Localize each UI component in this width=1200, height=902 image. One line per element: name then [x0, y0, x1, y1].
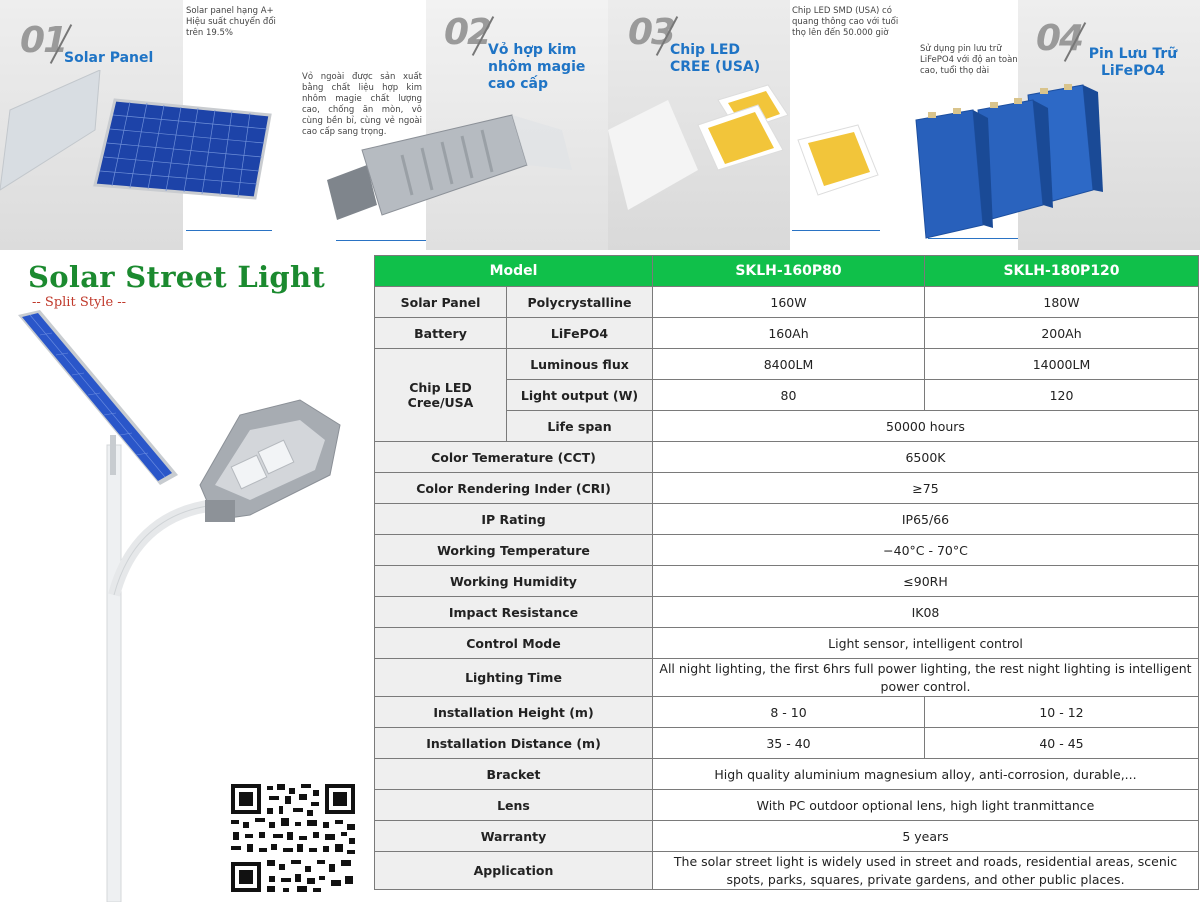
cell-value: 5 years [653, 821, 1199, 852]
cell-value: 8400LM [653, 349, 925, 380]
battery-image [908, 80, 1128, 240]
row-sublabel: Light output (W) [507, 380, 653, 411]
cell-value: With PC outdoor optional lens, high light tranmittance [653, 790, 1199, 821]
row-label: Installation Height (m) [375, 697, 653, 728]
cell-value: 160Ah [653, 318, 925, 349]
feature-title: Pin Lưu Trữ LiFePO4 [1088, 46, 1178, 79]
row-label: Control Mode [375, 628, 653, 659]
solar-panel-image [0, 70, 300, 250]
cell-value: 8 - 10 [653, 697, 925, 728]
row-label: Warranty [375, 821, 653, 852]
row-label: Color Temerature (CCT) [375, 442, 653, 473]
feature-description: Vỏ ngoài được sản xuất bằng chất liệu hợp kim nhôm magie chất lượng cao, chống ăn mòn, vô cùng bền bỉ, cùng vẻ ngoài cao cấp sang trọng. [302, 72, 422, 137]
row-label: Battery [375, 318, 507, 349]
row-sublabel: LiFePO4 [507, 318, 653, 349]
feature-title: Chip LED CREE (USA) [670, 42, 761, 75]
header-model-1: SKLH-160P80 [653, 256, 925, 287]
feature-description: Solar panel hạng A+ Hiệu suất chuyển đổi trên 19.5% [186, 6, 276, 38]
row-label: Installation Distance (m) [375, 728, 653, 759]
row-sublabel: Life span [507, 411, 653, 442]
table-row [375, 852, 1199, 890]
cell-value: 40 - 45 [925, 728, 1199, 759]
table-row [375, 535, 1199, 566]
table-row [375, 759, 1199, 790]
cell-value: Light sensor, intelligent control [653, 628, 1199, 659]
feature-panel-led [608, 0, 908, 250]
table-row [375, 442, 1199, 473]
table-row [375, 790, 1199, 821]
feature-banner [0, 0, 1200, 250]
row-label: Color Rendering Inder (CRI) [375, 473, 653, 504]
cell-value: 180W [925, 287, 1199, 318]
table-row [375, 473, 1199, 504]
header-model: Model [375, 256, 653, 287]
row-label: Working Humidity [375, 566, 653, 597]
row-label: Lighting Time [375, 659, 653, 697]
cell-value: IK08 [653, 597, 1199, 628]
cell-value: 120 [925, 380, 1199, 411]
feature-panel-solar [0, 0, 302, 250]
table-row [375, 349, 1199, 380]
table-row [375, 597, 1199, 628]
feature-number: 02 [444, 12, 491, 53]
cell-value: ≥75 [653, 473, 1199, 504]
feature-description: Sử dụng pin lưu trữ LiFePO4 với độ an toàn cao, tuổi thọ dài [920, 44, 1018, 76]
feature-panel-housing [302, 0, 608, 250]
led-chip-image [608, 70, 908, 250]
table-header-row [375, 256, 1199, 287]
cell-value: 10 - 12 [925, 697, 1199, 728]
table-row [375, 821, 1199, 852]
spec-table [374, 255, 1199, 890]
feature-number: 03 [628, 12, 675, 53]
table-row [375, 566, 1199, 597]
feature-number: 01 [20, 20, 67, 61]
row-sublabel: Luminous flux [507, 349, 653, 380]
table-row [375, 728, 1199, 759]
cell-value: The solar street light is widely used in street and roads, residential areas, scenic spots, parks, squares, private gardens, and other public places. [653, 852, 1199, 890]
row-label: Lens [375, 790, 653, 821]
cell-value: 200Ah [925, 318, 1199, 349]
cell-value: High quality aluminium magnesium alloy, anti-corrosion, durable,... [653, 759, 1199, 790]
qr-code[interactable] [229, 782, 357, 894]
row-label: Working Temperature [375, 535, 653, 566]
row-label: IP Rating [375, 504, 653, 535]
feature-title: Vỏ hợp kim nhôm magie cao cấp [488, 42, 586, 92]
table-row [375, 287, 1199, 318]
cell-value: 14000LM [925, 349, 1199, 380]
table-row [375, 504, 1199, 535]
cell-value: 35 - 40 [653, 728, 925, 759]
row-label: Application [375, 852, 653, 890]
feature-title: Solar Panel [64, 50, 154, 66]
cell-value: 80 [653, 380, 925, 411]
row-label: Bracket [375, 759, 653, 790]
table-row [375, 697, 1199, 728]
cell-value: 50000 hours [653, 411, 1199, 442]
row-label: Chip LED Cree/USA [375, 349, 507, 442]
cell-value: ≤90RH [653, 566, 1199, 597]
row-label: Solar Panel [375, 287, 507, 318]
feature-description: Chip LED SMD (USA) có quang thông cao với tuổi thọ lên đến 50.000 giờ [792, 6, 899, 38]
row-sublabel: Polycrystalline [507, 287, 653, 318]
table-row [375, 318, 1199, 349]
cell-value: All night lighting, the first 6hrs full power lighting, the rest night lighting is intelligent power control. [653, 659, 1199, 697]
feature-panel-battery [908, 0, 1200, 250]
cell-value: 6500K [653, 442, 1199, 473]
table-row [375, 628, 1199, 659]
row-label: Impact Resistance [375, 597, 653, 628]
product-subtitle: -- Split Style -- [32, 295, 127, 310]
header-model-2: SKLH-180P120 [925, 256, 1199, 287]
feature-number: 04 [1036, 18, 1083, 59]
lamp-housing-image [322, 110, 602, 240]
cell-value: 160W [653, 287, 925, 318]
product-title: Solar Street Light [28, 260, 326, 294]
cell-value: IP65/66 [653, 504, 1199, 535]
table-row [375, 659, 1199, 697]
cell-value: −40°C - 70°C [653, 535, 1199, 566]
